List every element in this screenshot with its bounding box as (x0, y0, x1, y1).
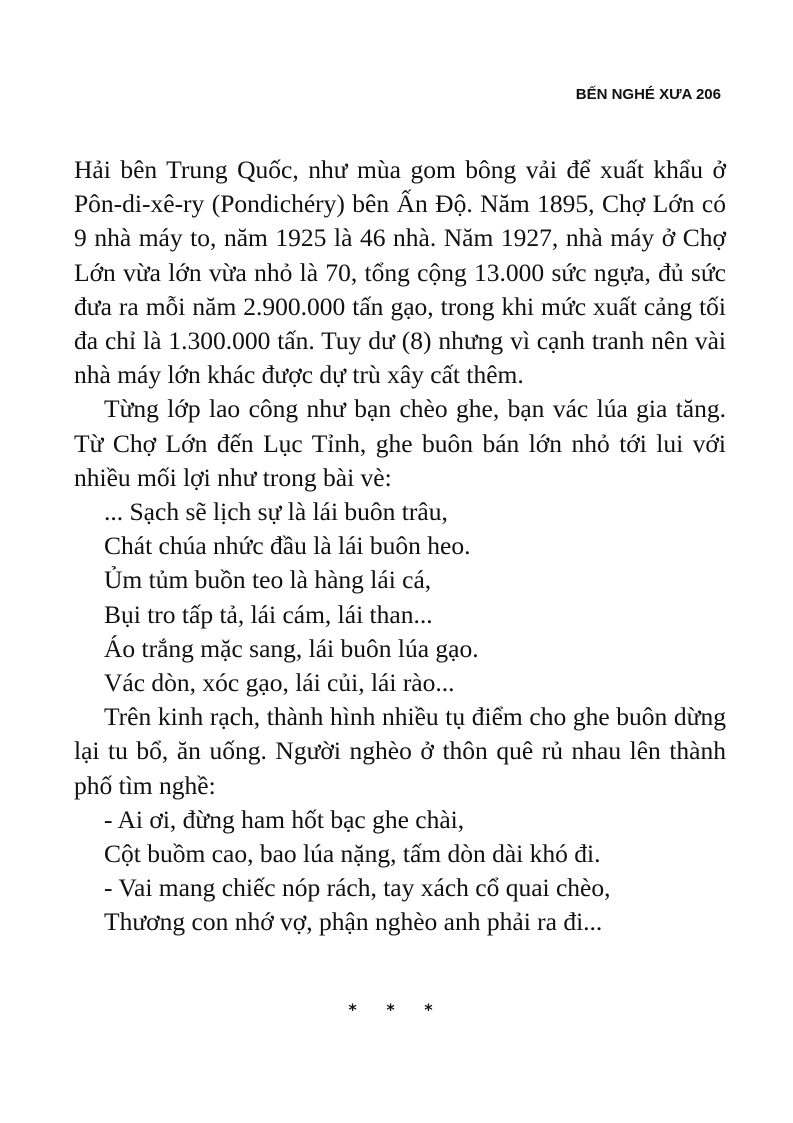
running-header: BẾN NGHÉ XƯA 206 (575, 86, 721, 103)
verse-line: Cột buồm cao, bao lúa nặng, tấm dòn dài khó đi. (104, 839, 601, 869)
verse-line: Vác dòn, xóc gạo, lái củi, lái rào... (104, 668, 455, 698)
section-divider: * * * (348, 1000, 445, 1019)
body-text (74, 153, 726, 940)
verse-line: Bụi tro tấp tả, lái cám, lái than... (104, 599, 433, 629)
paragraph-canals: Trên kinh rạch, thành hình nhiều tụ điểm cho ghe buôn dừng lại tu bổ, ăn uống. Người nghèo ở thôn quê rủ nhau lên thành phố tìm nghề: (74, 702, 726, 800)
verse-line: - Ai ơi, đừng ham hốt bạc ghe chài, (104, 804, 465, 834)
verse-line: ... Sạch sẽ lịch sự là lái buôn trâu, (104, 497, 448, 527)
paragraph-laborers: Từng lớp lao công như bạn chèo ghe, bạn vác lúa gia tăng. Từ Chợ Lớn đến Lục Tỉnh, ghe buôn bán lớn nhỏ tới lui với nhiều mối lợi như trong bài vè: (74, 394, 726, 492)
verse-line: Chát chúa nhức đầu là lái buôn heo. (104, 531, 471, 561)
verse-merchants (74, 495, 726, 700)
verse-line: Ủm tủm buồn teo là hàng lái cá, (104, 565, 432, 595)
verse-line: Áo trắng mặc sang, lái buôn lúa gạo. (104, 633, 479, 663)
verse-poor-folk (74, 803, 726, 940)
paragraph-continued: Hải bên Trung Quốc, như mùa gom bông vải để xuất khẩu ở Pôn-di-xê-ry (Pondichéry) bên Ấn Độ. Năm 1895, Chợ Lớn có 9 nhà máy to, năm 1925 là 46 nhà. Năm 1927, nhà máy ở Chợ Lớn vừa lớn vừa nhỏ là 70, tổng cộng 13.000 sức ngựa, đủ sức đưa ra mỗi năm 2.900.000 tấn gạo, trong khi mức xuất cảng tối đa chỉ là 1.300.000 tấn. Tuy dư (8) nhưng vì cạnh tranh nên vài nhà máy lớn khác được dự trù xây cất thêm. (74, 155, 726, 390)
verse-line: Thương con nhớ vợ, phận nghèo anh phải ra đi... (104, 907, 603, 937)
verse-line: - Vai mang chiếc nóp rách, tay xách cổ quai chèo, (104, 873, 611, 903)
